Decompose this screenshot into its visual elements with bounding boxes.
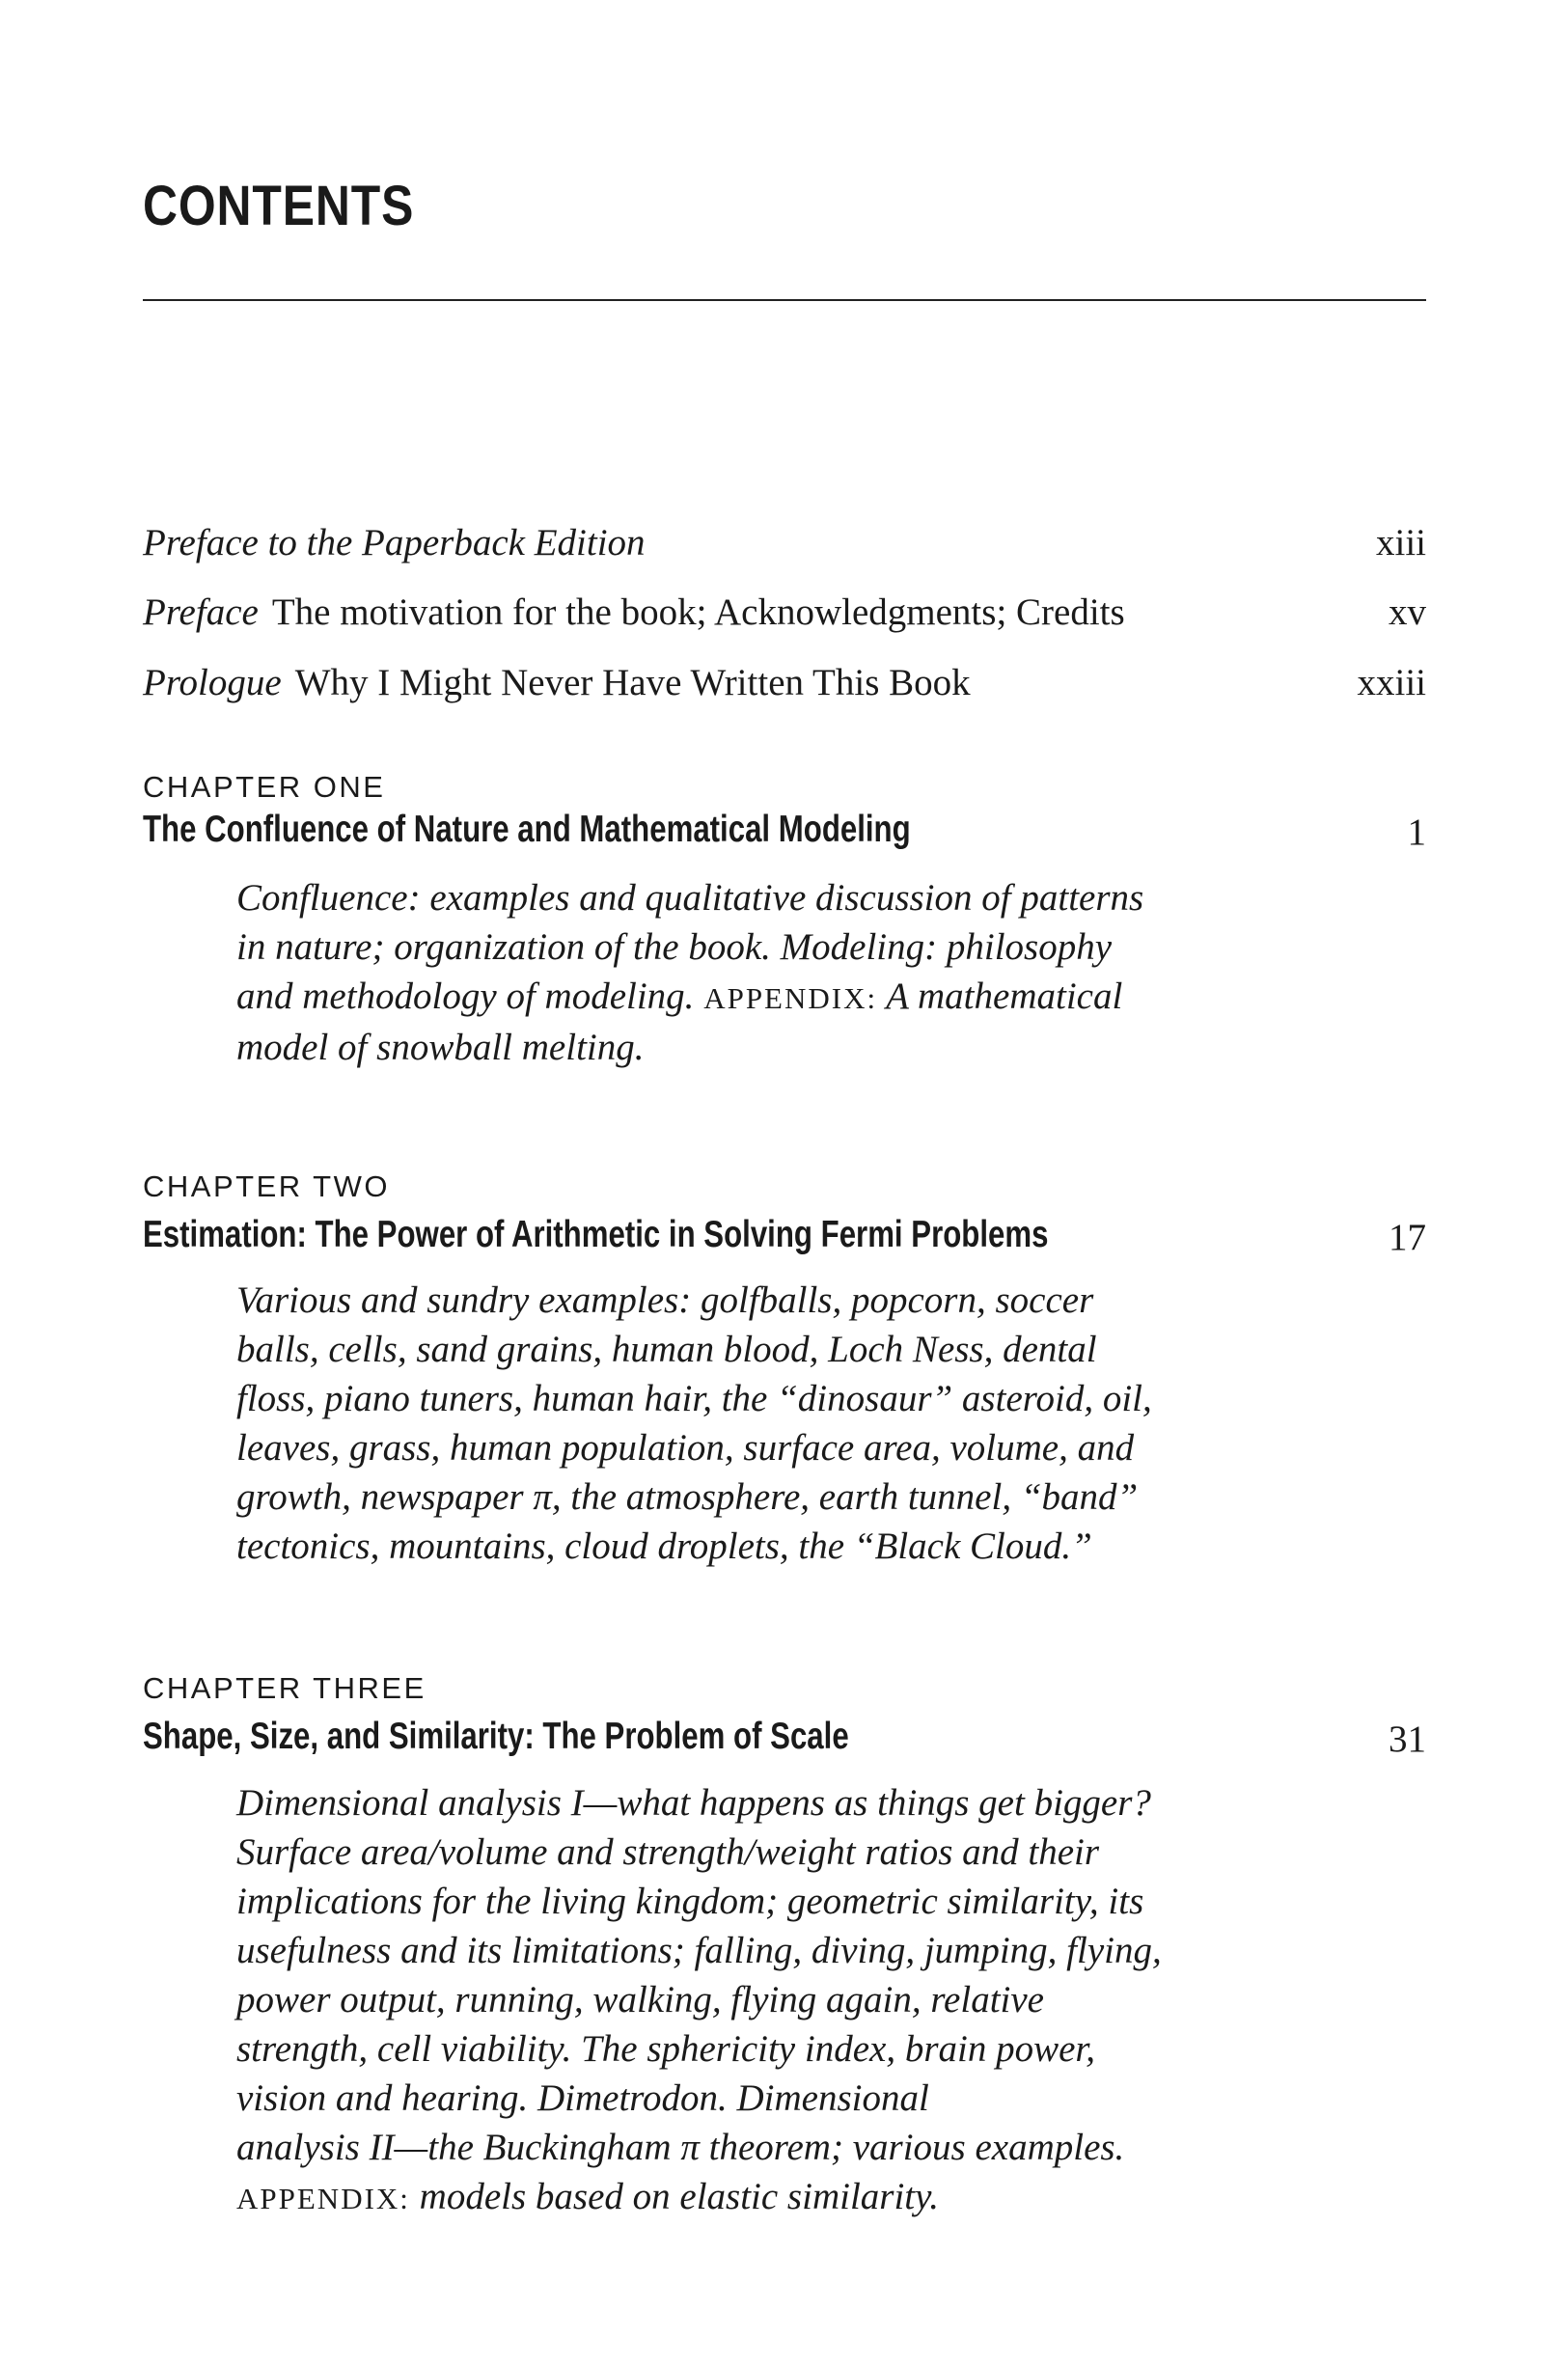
summary-line: floss, piano tuners, human hair, the “dinosaur” asteroid, oil, (236, 1378, 1152, 1419)
summary-line: balls, cells, sand grains, human blood, Loch Ness, dental (236, 1329, 1097, 1370)
entry-page-number: xiii (1375, 522, 1426, 564)
summary-line: Various and sundry examples: golfballs, popcorn, soccer (236, 1279, 1094, 1321)
entry-label: Preface to the Paperback Edition (143, 522, 646, 564)
chapter-number: CHAPTER THREE (143, 1671, 426, 1705)
appendix-label: APPENDIX: (236, 2182, 410, 2215)
toc-entry-chapter-one[interactable] (143, 809, 1426, 863)
summary-text: and methodology of modeling. (236, 976, 695, 1017)
chapter-number: CHAPTER TWO (143, 1169, 390, 1203)
entry-description: The motivation for the book; Acknowledgments; Credits (271, 591, 1125, 633)
summary-line: Dimensional analysis I—what happens as things get bigger? (236, 1782, 1151, 1824)
summary-line: analysis II—the Buckingham π theorem; various examples. (236, 2127, 1125, 2168)
entry-label: Prologue (143, 662, 282, 703)
toc-entry-prologue[interactable] (143, 661, 1426, 715)
summary-text: A mathematical (886, 976, 1123, 1017)
summary-line: strength, cell viability. The sphericity index, brain power, (236, 2028, 1096, 2070)
chapter-summary (236, 873, 1327, 1072)
chapter-summary (236, 1778, 1327, 2223)
summary-line: in nature; organization of the book. Modeling: philosophy (236, 926, 1113, 968)
appendix-label: APPENDIX: (703, 981, 878, 1015)
summary-line: usefulness and its limitations; falling, diving, jumping, flying, (236, 1930, 1162, 1971)
summary-line: model of snowball melting. (236, 1027, 645, 1068)
chapter-page-number: 1 (1407, 811, 1426, 853)
chapter-page-number: 17 (1389, 1217, 1426, 1258)
summary-line (236, 2172, 1327, 2223)
chapter-title: Estimation: The Power of Arithmetic in Solving Fermi Problems (143, 1214, 1049, 1255)
chapter-summary (236, 1276, 1327, 1571)
summary-line: leaves, grass, human population, surface area, volume, and (236, 1427, 1135, 1469)
entry-label: Preface (143, 591, 259, 633)
summary-line (236, 972, 1327, 1023)
entry-page-number: xxiii (1357, 662, 1426, 703)
summary-line: vision and hearing. Dimetrodon. Dimensional (236, 2077, 929, 2119)
toc-entry-preface-paperback[interactable] (143, 521, 1426, 575)
chapter-title: The Confluence of Nature and Mathematical Modeling (143, 809, 911, 850)
chapter-title: Shape, Size, and Similarity: The Problem of Scale (143, 1716, 849, 1757)
chapter-number: CHAPTER ONE (143, 770, 386, 804)
toc-entry-chapter-two[interactable] (143, 1214, 1426, 1268)
toc-entry-chapter-three[interactable] (143, 1716, 1426, 1770)
summary-line: Surface area/volume and strength/weight ratios and their (236, 1831, 1100, 1873)
title-divider (143, 299, 1426, 301)
summary-line: growth, newspaper π, the atmosphere, earth tunnel, “band” (236, 1476, 1139, 1518)
summary-line: implications for the living kingdom; geometric similarity, its (236, 1881, 1144, 1922)
summary-line: tectonics, mountains, cloud droplets, the “Black Cloud.” (236, 1526, 1092, 1567)
chapter-page-number: 31 (1389, 1718, 1426, 1760)
toc-entry-preface[interactable] (143, 591, 1426, 645)
summary-line: power output, running, walking, flying again, relative (236, 1979, 1044, 2020)
entry-page-number: xv (1389, 591, 1426, 633)
summary-text: models based on elastic similarity. (419, 2176, 940, 2217)
entry-description: Why I Might Never Have Written This Book (294, 662, 971, 703)
summary-line: Confluence: examples and qualitative discussion of patterns (236, 877, 1144, 919)
page-title: CONTENTS (143, 175, 415, 237)
